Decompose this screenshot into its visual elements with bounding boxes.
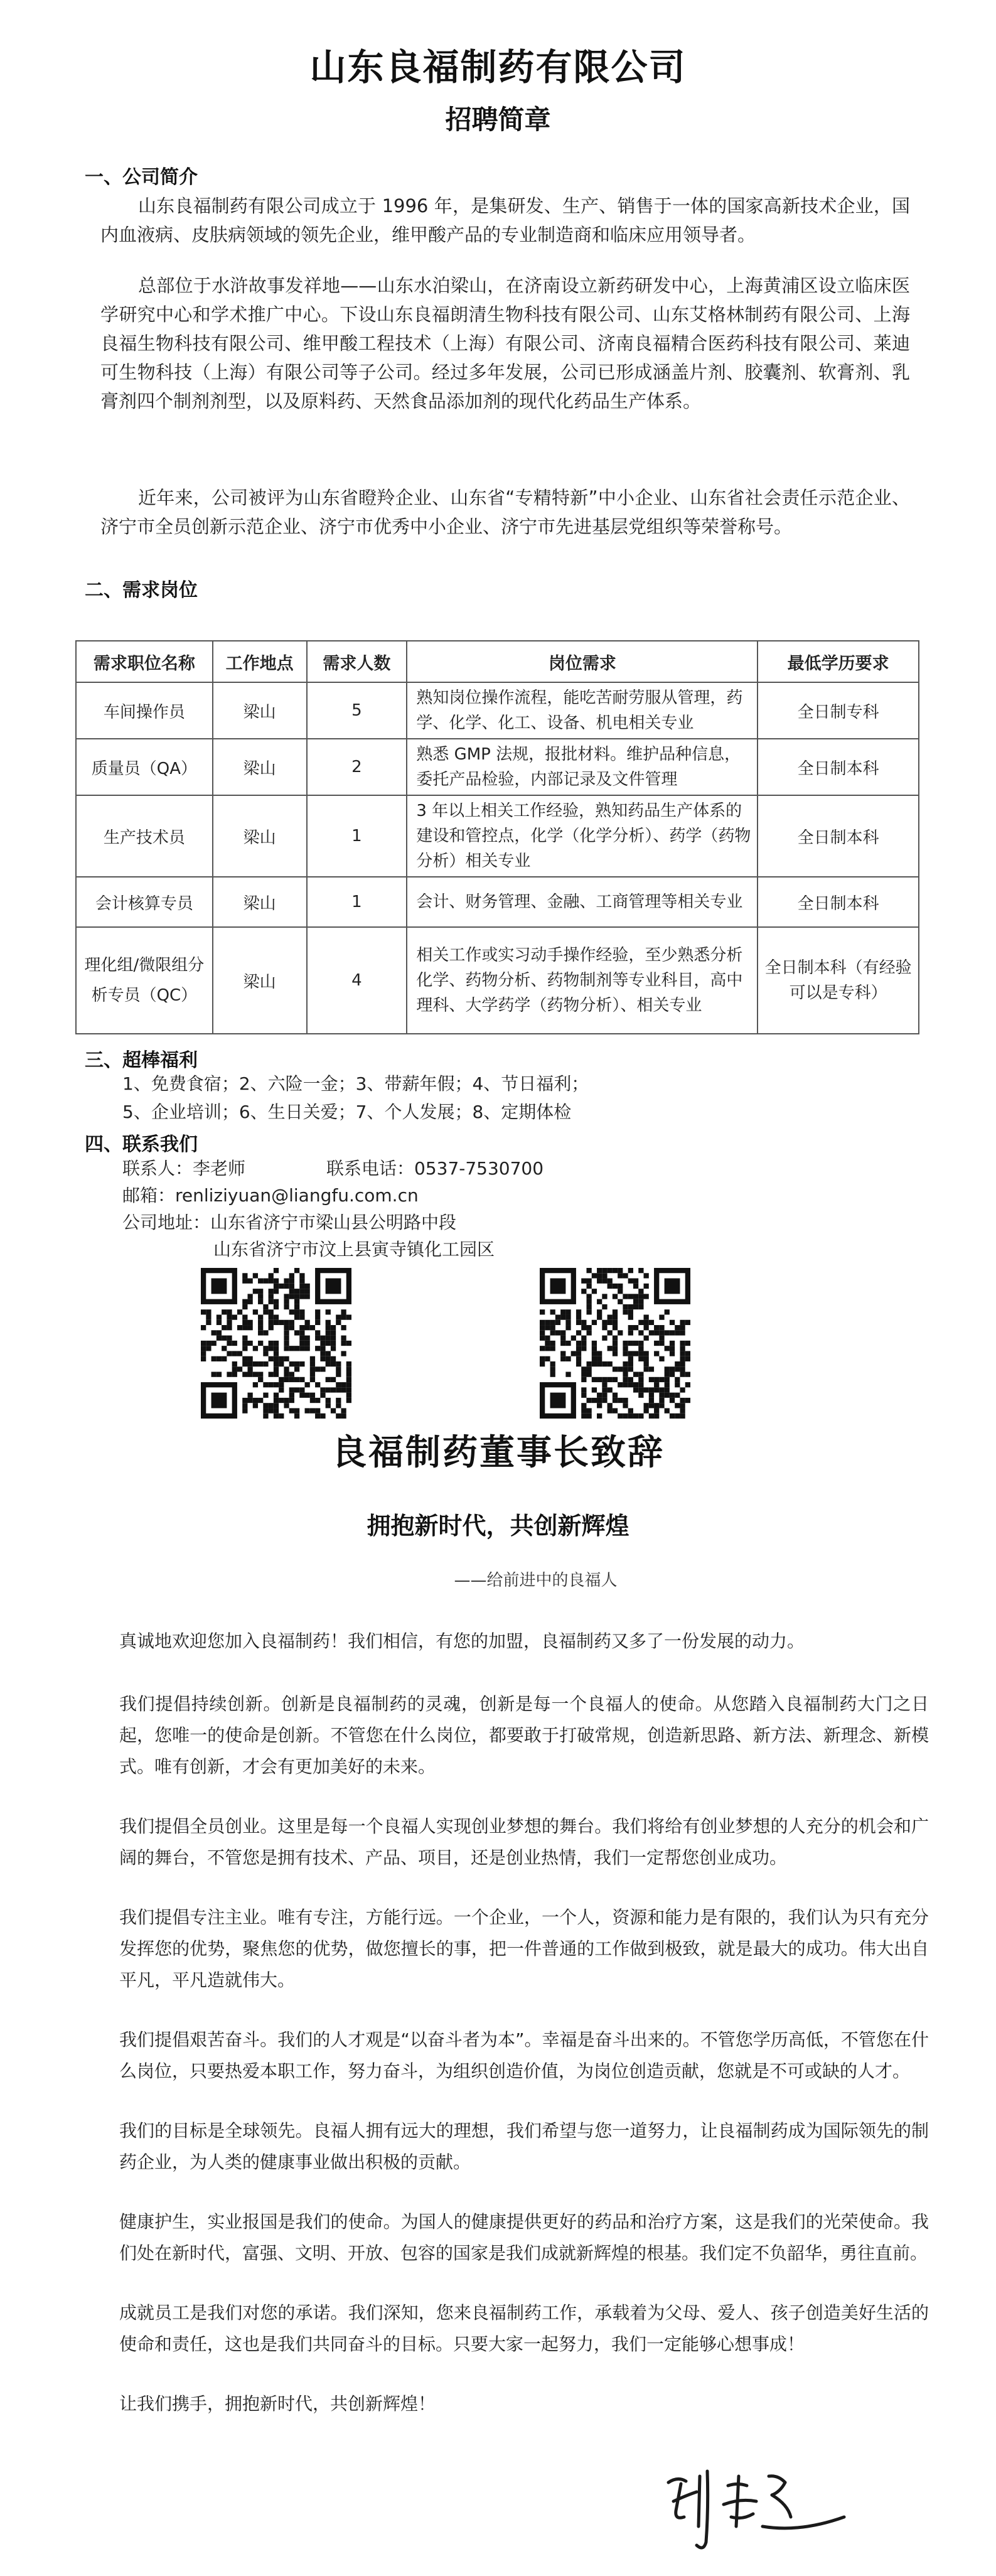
- job-requirements: 会计、财务管理、金融、工商管理等相关专业: [407, 877, 758, 927]
- contact-address-2: 山东省济宁市汶上县寅寺镇化工园区: [213, 1239, 495, 1260]
- jobs-table: [75, 640, 919, 1034]
- speech-paragraph-3: 我们提倡全员创业。这里是每一个良福人实现创业梦想的舞台。我们将给有创业梦想的人充分的机会和广阔的舞台，不管您是拥有技术、产品、项目，还是创业热情，我们一定帮您创业成功。: [119, 1816, 929, 1868]
- benefits-line-2: 5、企业培训；6、生日关爱；7、个人发展；8、定期体检: [122, 1102, 572, 1122]
- table-row: [76, 877, 919, 927]
- intro-paragraph-3: 近年来，公司被评为山东省瞪羚企业、山东省“专精特新”中小企业、山东省社会责任示范企业、济宁市全员创新示范企业、济宁市优秀中小企业、济宁市先进基层党组织等荣誉称号。: [100, 487, 910, 537]
- job-title: 会计核算专员: [76, 877, 213, 927]
- speech-subtitle: 拥抱新时代，共创新辉煌: [367, 1512, 629, 1540]
- speech-paragraph-4: 我们提倡专注主业。唯有专注，方能行远。一个企业，一个人，资源和能力是有限的，我们认为只有充分发挥您的优势，聚焦您的优势，做您擅长的事，把一件普通的工作做到极致，就是最大的成功。伟大出自平凡，平凡造就伟大。: [119, 1907, 929, 1990]
- job-title: 生产技术员: [76, 795, 213, 877]
- benefits-line-1: 1、免费食宿；2、六险一金；3、带薪年假；4、节日福利；: [122, 1073, 589, 1094]
- speech-title: 良福制药董事长致辞: [331, 1432, 665, 1473]
- job-title: 车间操作员: [76, 682, 213, 739]
- job-requirements: 熟悉 GMP 法规，报批材料。维护品种信息，委托产品检验，内部记录及文件管理: [407, 739, 758, 795]
- speech-paragraph-7: 健康护生，实业报国是我们的使命。为国人的健康提供更好的药品和治疗方案，这是我们的光荣使命。我们处在新时代，富强、文明、开放、包容的国家是我们成就新辉煌的根基。我们定不负韶华，勇往直前。: [119, 2211, 929, 2263]
- job-count: 2: [307, 739, 407, 795]
- contact-address-1: 公司地址：山东省济宁市梁山县公明路中段: [122, 1212, 457, 1233]
- contact-person: 联系人：李老师: [122, 1158, 246, 1179]
- table-row: [76, 795, 919, 877]
- contact-email: 邮箱：renliziyuan@liangfu.com.cn: [122, 1185, 419, 1206]
- job-location: 梁山: [213, 795, 307, 877]
- section-heading-contact: 四、联系我们: [85, 1134, 198, 1156]
- intro-paragraph-1: 山东良福制药有限公司成立于 1996 年，是集研发、生产、销售于一体的国家高新技术企业，国内血液病、皮肤病领域的领先企业，维甲酸产品的专业制造商和临床应用领导者。: [100, 195, 910, 245]
- column-header: 工作地点: [213, 641, 307, 682]
- job-count: 4: [307, 927, 407, 1034]
- job-requirements: 3 年以上相关工作经验，熟知药品生产体系的建设和管控点，化学（化学分析）、药学（药物分析）相关专业: [407, 795, 758, 877]
- job-education: 全日制本科: [758, 877, 919, 927]
- intro-paragraph-2: 总部位于水浒故事发祥地——山东水泊梁山，在济南设立新药研发中心，上海黄浦区设立临床医学研究中心和学术推广中心。下设山东良福朗清生物科技有限公司、山东艾格林制药有限公司、上海良福生物科技有限公司、维甲酸工程技术（上海）有限公司、济南良福精合医药科技有限公司、莱迪可生物科技（上海）有限公司等子公司。经过多年发展，公司已形成涵盖片剂、胶囊剂、软膏剂、乳膏剂四个制剂剂型，以及原料药、天然食品添加剂的现代化药品生产体系。: [100, 275, 910, 412]
- job-education: 全日制本科: [758, 739, 919, 795]
- speech-paragraph-6: 我们的目标是全球领先。良福人拥有远大的理想，我们希望与您一道努力，让良福制药成为国际领先的制药企业，为人类的健康事业做出积极的贡献。: [119, 2120, 929, 2172]
- job-requirements: 熟知岗位操作流程，能吃苦耐劳服从管理，药学、化学、化工、设备、机电相关专业: [407, 682, 758, 739]
- column-header: 需求职位名称: [76, 641, 213, 682]
- job-count: 5: [307, 682, 407, 739]
- job-education: 全日制专科: [758, 682, 919, 739]
- job-education: 全日制本科: [758, 795, 919, 877]
- contact-phone: 联系电话：0537-7530700: [326, 1158, 544, 1179]
- job-location: 梁山: [213, 739, 307, 795]
- job-count: 1: [307, 795, 407, 877]
- job-title: 质量员（QA）: [76, 739, 213, 795]
- job-location: 梁山: [213, 927, 307, 1034]
- speech-paragraph-8: 成就员工是我们对您的承诺。我们深知，您来良福制药工作，承载着为父母、爱人、孩子创造美好生活的使命和责任，这也是我们共同奋斗的目标。只要大家一起努力，我们一定能够心想事成！: [119, 2302, 929, 2354]
- table-row: [76, 927, 919, 1034]
- table-row: [76, 739, 919, 795]
- job-count: 1: [307, 877, 407, 927]
- table-header-row: [76, 641, 919, 682]
- job-requirements: 相关工作或实习动手操作经验，至少熟悉分析化学、药物分析、药物制剂等专业科目，高中理科、大学药学（药物分析）、相关专业: [407, 927, 758, 1034]
- speech-paragraph-1: 真诚地欢迎您加入良福制药！我们相信，有您的加盟，良福制药又多了一份发展的动力。: [119, 1631, 805, 1651]
- document-title: 招聘简章: [445, 104, 551, 135]
- column-header: 岗位需求: [407, 641, 758, 682]
- job-education: 全日制本科（有经验可以是专科）: [758, 927, 919, 1034]
- job-location: 梁山: [213, 682, 307, 739]
- speech-addressee: ——给前进中的良福人: [454, 1571, 618, 1590]
- job-location: 梁山: [213, 877, 307, 927]
- qr-code-left: [201, 1268, 351, 1419]
- section-heading-intro: 一、公司简介: [85, 166, 198, 188]
- company-title: 山东良福制药有限公司: [309, 46, 687, 89]
- qr-code-right: [540, 1268, 690, 1419]
- handwritten-signature: [662, 2457, 850, 2558]
- section-heading-benefits: 三、超棒福利: [85, 1049, 198, 1071]
- section-heading-jobs: 二、需求岗位: [85, 579, 198, 601]
- speech-paragraph-5: 我们提倡艰苦奋斗。我们的人才观是“以奋斗者为本”。幸福是奋斗出来的。不管您学历高低，不管您在什么岗位，只要热爱本职工作，努力奋斗，为组织创造价值，为岗位创造贡献，您就是不可或缺的人才。: [119, 2029, 929, 2081]
- speech-paragraph-2: 我们提倡持续创新。创新是良福制药的灵魂，创新是每一个良福人的使命。从您踏入良福制药大门之日起，您唯一的使命是创新。不管您在什么岗位，都要敢于打破常规，创造新思路、新方法、新理念、新模式。唯有创新，才会有更加美好的未来。: [119, 1693, 929, 1777]
- table-row: [76, 682, 919, 739]
- column-header: 需求人数: [307, 641, 407, 682]
- column-header: 最低学历要求: [758, 641, 919, 682]
- job-title: 理化组/微限组分析专员（QC）: [76, 927, 213, 1034]
- speech-paragraph-9: 让我们携手，拥抱新时代，共创新辉煌！: [119, 2393, 436, 2414]
